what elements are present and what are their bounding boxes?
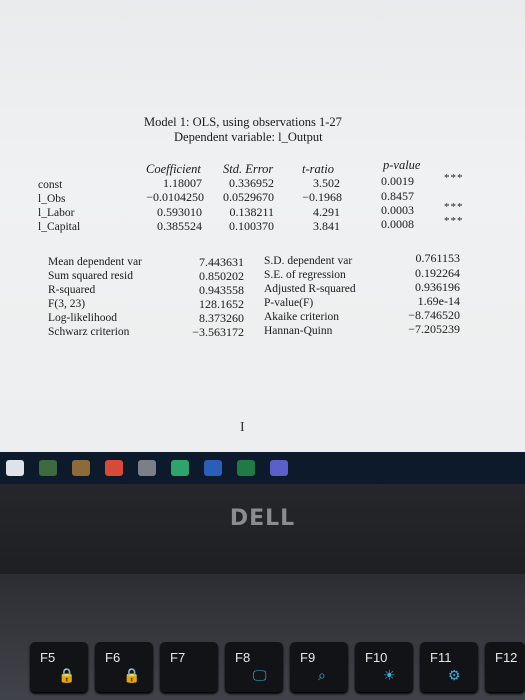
- taskbar-start-icon[interactable]: [6, 460, 24, 476]
- row-se: 0.138211: [229, 205, 274, 219]
- stat-value: 0.192264: [415, 266, 460, 280]
- row-var: l_Obs: [38, 193, 66, 205]
- header-std-error: Std. Error: [223, 162, 274, 176]
- stat-label: Adjusted R-squared: [264, 283, 356, 295]
- row-coef: 0.385524: [157, 219, 202, 233]
- key-function-icon: ☀: [383, 667, 396, 683]
- stat-label: Akaike criterion: [264, 311, 340, 323]
- text-cursor-icon: I: [240, 420, 245, 435]
- row-coef: 0.593010: [157, 205, 202, 219]
- key-function-icon: 🖵: [253, 667, 267, 683]
- header-t-ratio: t-ratio: [302, 162, 334, 176]
- row-p: 0.8457: [381, 189, 414, 203]
- key-f7[interactable]: [160, 642, 218, 692]
- stat-label: Schwarz criterion: [48, 326, 130, 338]
- taskbar-app-2-icon[interactable]: [72, 460, 90, 476]
- key-label: F5: [40, 650, 56, 665]
- taskbar-word-icon[interactable]: [204, 460, 222, 476]
- stat-value: 0.936196: [415, 280, 460, 294]
- stat-value: 0.761153: [415, 251, 460, 265]
- stat-value: 7.443631: [199, 255, 244, 269]
- key-label: F9: [300, 650, 316, 665]
- row-p: 0.0008: [381, 217, 414, 231]
- row-var: const: [38, 179, 63, 191]
- key-label: F8: [235, 650, 251, 665]
- row-se: 0.100370: [229, 219, 274, 233]
- stat-value: −7.205239: [408, 322, 460, 336]
- stat-label: F(3, 23): [48, 298, 86, 310]
- row-se: 0.0529670: [223, 190, 274, 204]
- stat-label: Sum squared resid: [48, 270, 133, 282]
- key-label: F11: [430, 650, 452, 665]
- row-stars: ***: [444, 215, 464, 227]
- key-f8[interactable]: [225, 642, 283, 692]
- stat-label: P-value(F): [264, 297, 314, 309]
- key-label: F7: [170, 650, 186, 665]
- stat-label: S.E. of regression: [264, 269, 346, 281]
- taskbar-chrome-icon[interactable]: [105, 460, 123, 476]
- row-t: −0.1968: [302, 190, 342, 204]
- taskbar: [0, 452, 525, 484]
- key-f10[interactable]: [355, 642, 413, 692]
- row-coef: −0.0104250: [146, 190, 204, 204]
- row-var: l_Capital: [38, 221, 81, 233]
- stat-value: 0.943558: [199, 283, 244, 297]
- key-f5[interactable]: [30, 642, 88, 692]
- stat-label: Log-likelihood: [48, 312, 117, 324]
- taskbar-app-4-icon[interactable]: [171, 460, 189, 476]
- dell-logo: DELL: [229, 506, 296, 531]
- row-stars: ***: [444, 201, 464, 213]
- stat-label: R-squared: [48, 284, 96, 296]
- key-f9[interactable]: [290, 642, 348, 692]
- key-function-icon: ⚙: [448, 667, 461, 683]
- row-se: 0.336952: [229, 176, 274, 190]
- key-f11[interactable]: [420, 642, 478, 692]
- taskbar-teams-icon[interactable]: [270, 460, 288, 476]
- taskbar-app-1-icon[interactable]: [39, 460, 57, 476]
- stat-label: Hannan-Quinn: [264, 325, 333, 337]
- stat-label: S.D. dependent var: [264, 255, 353, 267]
- stat-value: 8.373260: [199, 311, 244, 325]
- stat-value: −3.563172: [192, 325, 244, 339]
- row-t: 3.841: [313, 219, 340, 233]
- row-var: l_Labor: [38, 207, 75, 219]
- key-function-icon: 🔒: [123, 667, 141, 683]
- model-title: Model 1: OLS, using observations 1-27: [144, 115, 342, 129]
- stat-value: −8.746520: [408, 308, 460, 322]
- header-coefficient: Coefficient: [146, 162, 201, 176]
- key-function-icon: 🔒: [58, 667, 76, 683]
- stat-value: 128.1652: [199, 297, 244, 311]
- key-label: F10: [365, 650, 388, 665]
- key-label: F6: [105, 650, 121, 665]
- taskbar-app-3-icon[interactable]: [138, 460, 156, 476]
- row-stars: ***: [444, 172, 464, 184]
- stat-value: 1.69e-14: [417, 294, 460, 308]
- taskbar-excel-icon[interactable]: [237, 460, 255, 476]
- stat-value: 0.850202: [199, 269, 244, 283]
- dependent-variable: Dependent variable: l_Output: [174, 130, 323, 144]
- row-p: 0.0003: [381, 203, 414, 217]
- header-p-value: p-value: [383, 158, 421, 172]
- key-function-icon: ⌕: [318, 667, 326, 683]
- row-t: 3.502: [313, 176, 340, 190]
- row-coef: 1.18007: [163, 176, 202, 190]
- key-f12[interactable]: [485, 642, 525, 692]
- stat-label: Mean dependent var: [48, 256, 142, 268]
- row-p: 0.0019: [381, 174, 414, 188]
- key-label: F12: [495, 650, 518, 665]
- key-f6[interactable]: [95, 642, 153, 692]
- row-t: 4.291: [313, 205, 340, 219]
